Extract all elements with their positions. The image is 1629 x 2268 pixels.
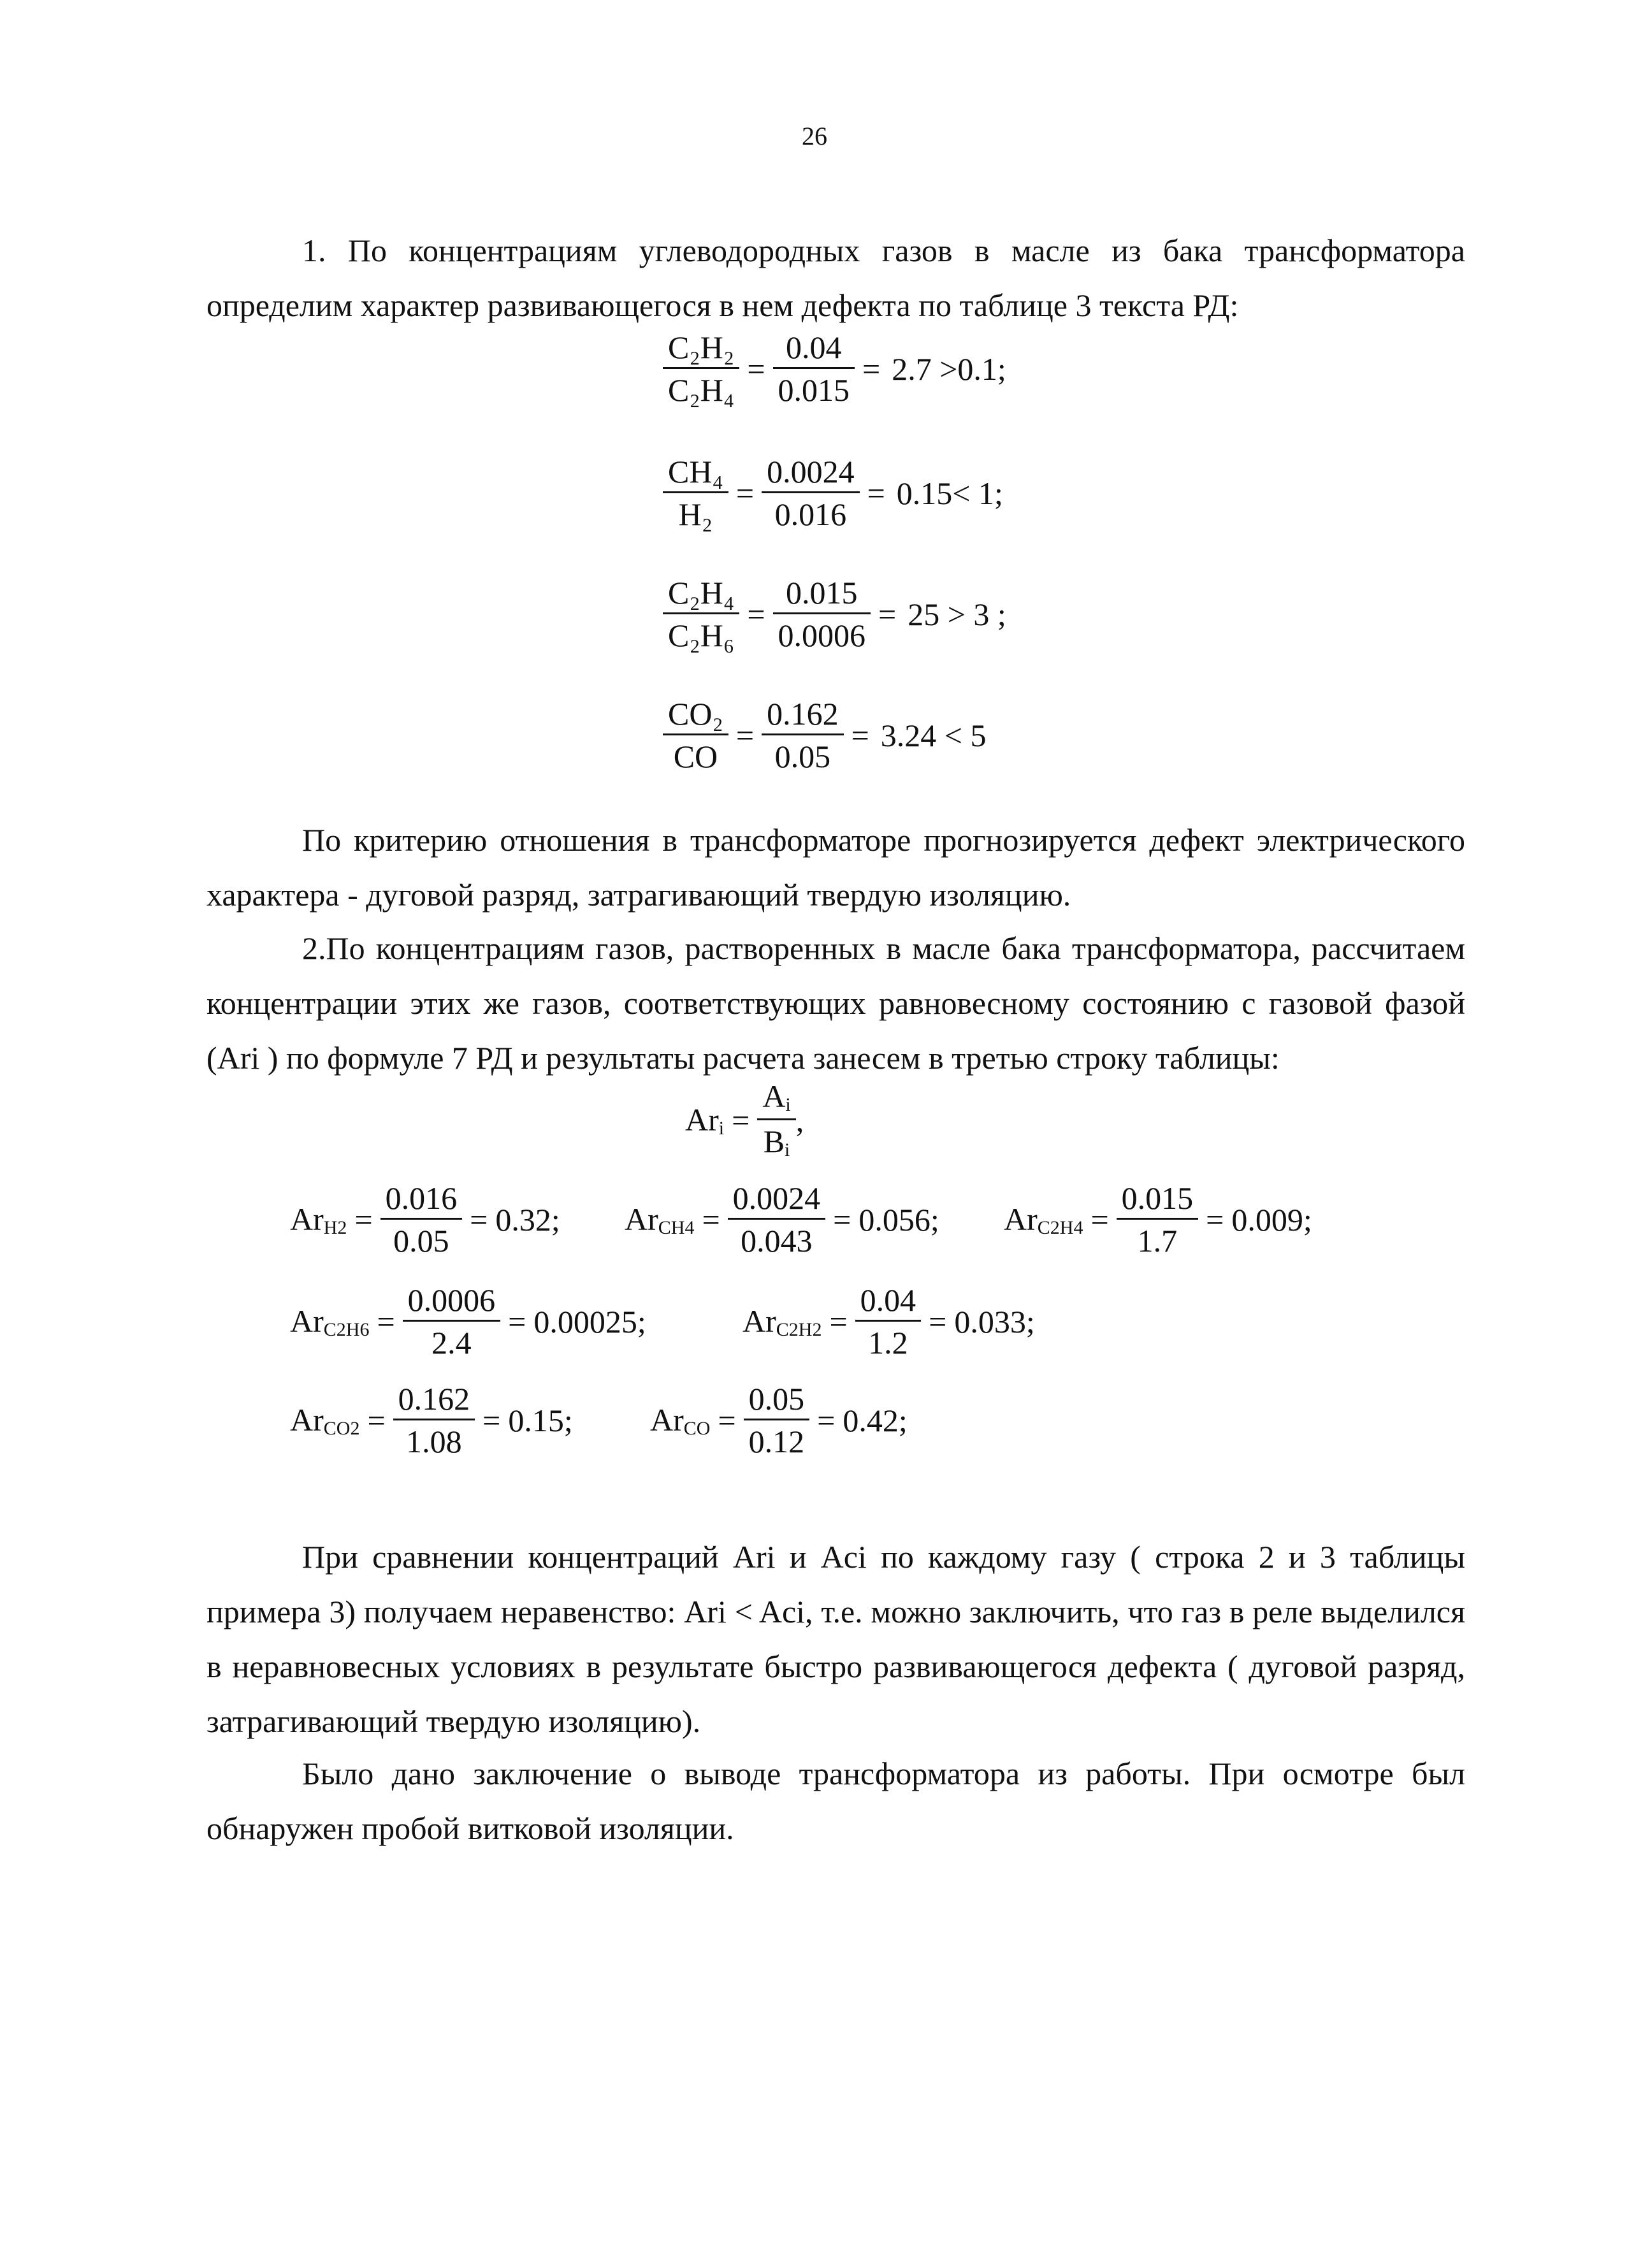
value-fraction: $\frac{0.04}{0.015}$: [773, 331, 855, 406]
value-fraction: $\frac{0.162}{0.05}$: [762, 698, 844, 772]
ratio-result: 0.15< 1;: [896, 475, 1003, 511]
paragraph-2: По критерию отношения в трансформаторе прогнозируется дефект электрического характера - дуговой разряд, затрагивающий твердую изоляцию.: [206, 822, 1465, 913]
gas-fraction: $\frac{\text{CO₂}}{CO}$: [663, 698, 728, 772]
ratio-equation: $\frac{\text{CO₂}}{CO}$ = $\frac{0.162}{0.05}$ = 3.24 < 5: [663, 698, 987, 772]
ratio-result: 2.7 >0.1;: [892, 350, 1006, 387]
ar-equation-ch4: $Ar_{CH4}$ = $\frac{0.0024}{0.043}$ = 0.056;: [625, 1180, 939, 1259]
ratio-equation: $\frac{\text{C₂H₄}}{\text{C₂H₆}}$ = $\frac{0.015}{0.0006}$ = 25 > 3 ;: [663, 577, 1006, 651]
ratio-equation: $\frac{\text{CH₄}}{\text{H₂}}$ = $\frac{0.0024}{0.016}$ = 0.15< 1;: [663, 456, 1003, 530]
value-fraction: $\frac{0.0024}{0.016}$: [762, 456, 860, 530]
ar-equation-co2: $Ar_{CO2}$ = $\frac{0.162}{1.08}$ = 0.15;: [290, 1381, 573, 1459]
paragraph-5: Было дано заключение о выводе трансформатора из работы. При осмотре был обнаружен пробой витковой изоляции.: [206, 1756, 1465, 1846]
ratio-equation: $\frac{\text{C₂H₂}}{\text{C₂H₄}}$ = $\frac{0.04}{0.015}$ = 2.7 >0.1;: [663, 331, 1006, 406]
gas-fraction: $\frac{\text{C₂H₂}}{\text{C₂H₄}}$: [663, 331, 739, 406]
ar-equation-c2h4: $Ar_{C2H4}$ = $\frac{0.015}{1.7}$ = 0.009;: [1004, 1180, 1312, 1259]
value-fraction: $\frac{0.015}{0.0006}$: [773, 577, 871, 651]
gas-fraction: $\frac{\text{C₂H₄}}{\text{C₂H₆}}$: [663, 577, 739, 651]
gas-fraction: $\frac{\text{CH₄}}{\text{H₂}}$: [663, 456, 728, 530]
paragraph-1: 1. По концентрациям углеводородных газов в масле из бака трансформатора определим характер развивающегося в нем дефекта по таблице 3 текста РД:: [206, 233, 1465, 323]
ar-equation-co: $Ar_{CO}$ = $\frac{0.05}{0.12}$ = 0.42;: [650, 1381, 908, 1459]
ratio-result: 25 > 3 ;: [908, 596, 1006, 632]
ar-equation-h2: $Ar_{H2}$ = $\frac{0.016}{0.05}$ = 0.32;: [290, 1180, 560, 1259]
ratio-result: 3.24 < 5: [880, 717, 987, 753]
formula-fraction: $\frac{A_i}{B_i}$: [757, 1080, 795, 1160]
paragraph-3: 2.По концентрациям газов, растворенных в масле бака трансформатора, рассчитаем концентрации этих же газов, соответствующих равновесному состоянию с газовой фазой (Ari ) по формуле 7 РД и результаты расчета занесем в третью строку таблицы:: [206, 930, 1465, 1076]
ar-equation-c2h6: $Ar_{C2H6}$ = $\frac{0.0006}{2.4}$ = 0.00025;: [290, 1282, 646, 1361]
ar-equation-c2h2: $Ar_{C2H2}$ = $\frac{0.04}{1.2}$ = 0.033;: [742, 1282, 1035, 1361]
general-formula: $Ar_i$ = $\frac{A_i}{B_i}$ ,: [685, 1078, 804, 1160]
paragraph-4: При сравнении концентраций Ari и Aci по каждому газу ( строка 2 и 3 таблицы примера 3) получаем неравенство: Ari < Aci, т.е. можно заключить, что газ в реле выделился в неравновесных условиях в результате быстро развивающегося дефекта ( дуговой разряд, затрагивающий твердую изоляцию).: [206, 1539, 1465, 1739]
page-number: 26: [802, 122, 827, 150]
